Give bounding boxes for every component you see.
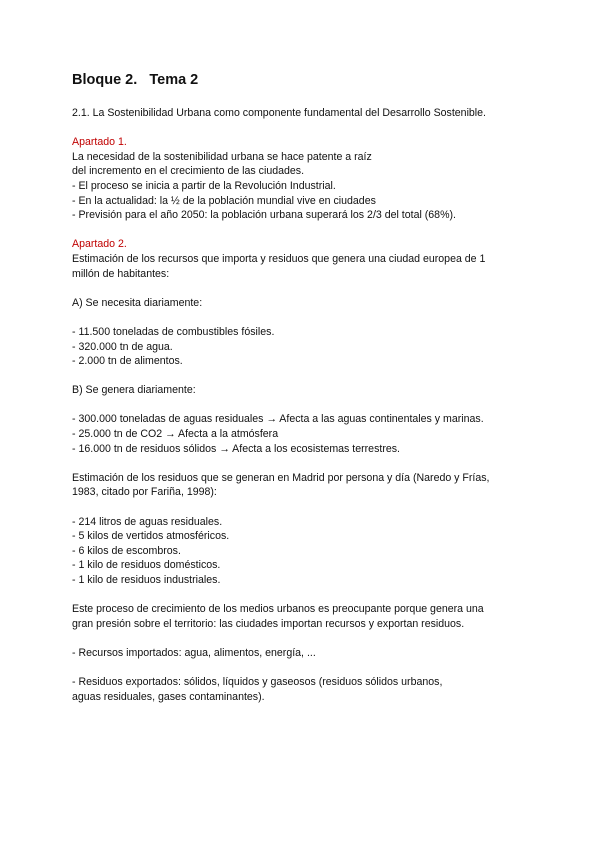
madrid-item: - 214 litros de aguas residuales. [72,515,223,528]
generated-item: - 300.000 toneladas de aguas residuales → Afecta a las aguas continentales y marinas. [72,413,484,426]
needed-heading: A) Se necesita diariamente: [72,296,203,309]
generated-heading: B) Se genera diariamente: [72,384,196,397]
apartado-1-line: - En la actualidad: la ½ de la población mundial vive en ciudades [72,194,376,207]
needed-item: - 2.000 tn de alimentos. [72,355,183,368]
madrid-item: - 1 kilo de residuos industriales. [72,574,221,586]
madrid-intro-line: Estimación de los residuos que se generan en Madrid por persona y día (Naredo y Frías, [72,471,490,484]
madrid-item: - 5 kilos de vertidos atmosféricos. [72,530,230,543]
generated-item: - 25.000 tn de CO2 → Afecta a la atmósfera [72,428,279,441]
imported-resources: - Recursos importados: agua, alimentos, energía, ... [72,646,316,659]
apartado-2-heading: Apartado 2. [72,238,127,251]
document-body [72,106,542,704]
apartado-1-line: - El proceso se inicia a partir de la Revolución Industrial. [72,179,336,192]
apartado-1-line: - Previsión para el año 2050: la población urbana superará los 2/3 del total (68%). [72,209,456,222]
apartado-2-intro-line: Estimación de los recursos que importa y residuos que genera una ciudad europea de 1 [72,252,486,265]
apartado-2-intro-line: millón de habitantes: [72,267,170,280]
exported-waste-line: - Residuos exportados: sólidos, líquidos y gaseosos (residuos sólidos urbanos, [72,676,443,689]
madrid-item: - 1 kilo de residuos domésticos. [72,559,221,572]
document-title: Bloque 2. Tema 2 [72,72,199,88]
section-subtitle: 2.1. La Sostenibilidad Urbana como componente fundamental del Desarrollo Sostenible. [72,107,486,119]
madrid-item: - 6 kilos de escombros. [72,544,181,557]
madrid-intro-line: 1983, citado por Fariña, 1998): [72,486,217,499]
process-line: Este proceso de crecimiento de los medios urbanos es preocupante porque genera una [72,603,484,616]
apartado-1-heading: Apartado 1. [72,136,127,149]
apartado-1-line: La necesidad de la sostenibilidad urbana se hace patente a raíz [72,150,372,163]
process-line: gran presión sobre el territorio: las ciudades importan recursos y exportan residuos. [72,617,465,630]
apartado-1-line: del incremento en el crecimiento de las ciudades. [72,165,305,178]
needed-item: - 11.500 toneladas de combustibles fósiles. [72,325,275,338]
needed-item: - 320.000 tn de agua. [72,340,173,353]
generated-item: - 16.000 tn de residuos sólidos → Afecta a los ecosistemas terrestres. [72,442,400,455]
exported-waste-line: aguas residuales, gases contaminantes). [72,690,265,703]
